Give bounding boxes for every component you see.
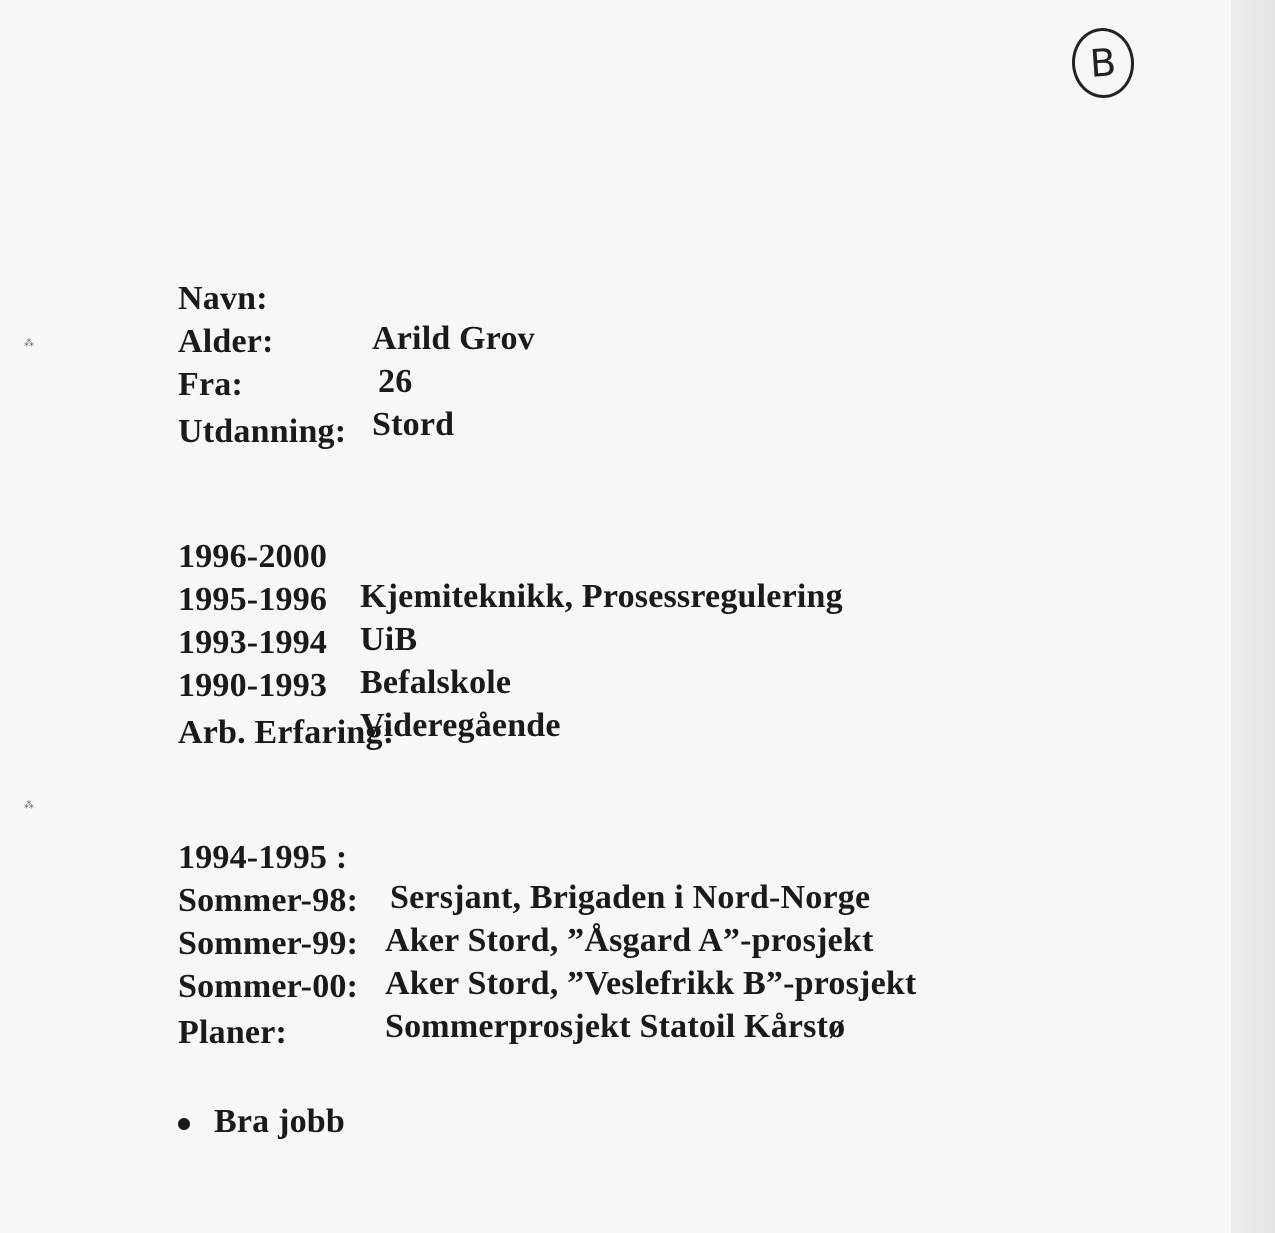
plans-heading: Planer: — [178, 1014, 288, 1051]
education-years: 1993-1994 — [178, 624, 328, 661]
age-value: 26 — [378, 363, 413, 400]
education-text: Befalskole — [360, 664, 512, 701]
scan-speck: ⁂ — [24, 800, 34, 811]
from-value: Stord — [372, 406, 455, 443]
education-years: 1996-2000 — [178, 538, 328, 575]
experience-text: Sersjant, Brigaden i Nord-Norge — [390, 879, 871, 916]
stamp-letter: B — [1088, 40, 1118, 86]
experience-period: Sommer-99: — [178, 925, 359, 962]
name-value: Arild Grov — [372, 320, 535, 357]
from-label: Fra: — [178, 366, 243, 403]
experience-text: Sommerprosjekt Statoil Kårstø — [385, 1008, 846, 1045]
education-text: UiB — [360, 621, 418, 658]
bullet-icon — [178, 1118, 190, 1130]
experience-period: 1994-1995 : — [178, 839, 348, 876]
experience-period: Sommer-00: — [178, 968, 359, 1005]
scan-edge — [1231, 0, 1275, 1233]
experience-text: Aker Stord, ”Åsgard A”-prosjekt — [385, 922, 874, 959]
experience-text: Aker Stord, ”Veslefrikk B”-prosjekt — [385, 965, 917, 1002]
education-years: 1995-1996 — [178, 581, 328, 618]
handwritten-b-stamp — [1070, 26, 1137, 100]
education-text: Videregående — [360, 707, 561, 744]
education-text: Kjemiteknikk, Prosessregulering — [360, 578, 843, 615]
experience-period: Sommer-98: — [178, 882, 359, 919]
scan-speck: ⁂ — [24, 338, 34, 349]
education-years: 1990-1993 — [178, 667, 328, 704]
experience-heading: Arb. Erfaring: — [178, 714, 395, 751]
plans-item: Bra jobb — [214, 1103, 346, 1140]
name-label: Navn: — [178, 280, 268, 317]
education-heading: Utdanning: — [178, 413, 347, 450]
age-label: Alder: — [178, 323, 274, 360]
